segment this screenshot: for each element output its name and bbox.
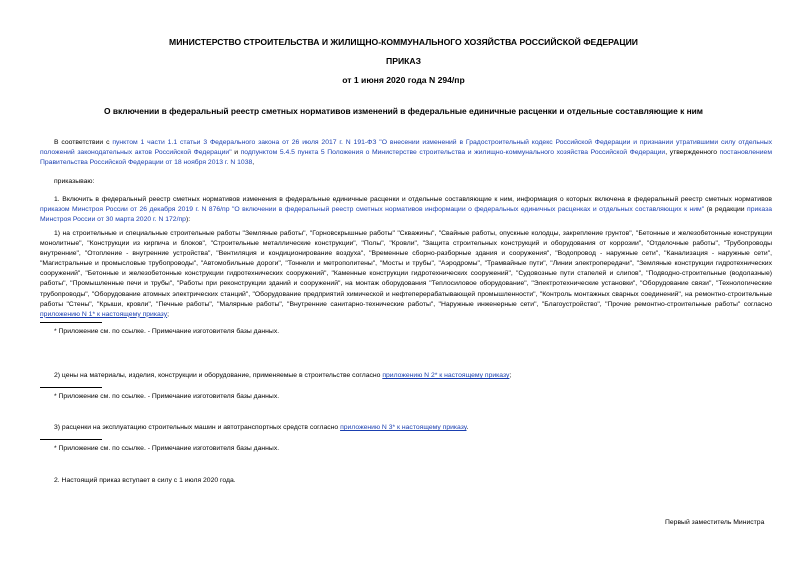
item-2-paragraph: 2. Настоящий приказ вступает в силу с 1 июля 2020 года. [54,477,236,484]
regulation-5-4-5-link[interactable]: подпунктом 5.4.5 пункта 5 Положения о Министерстве строительства и жилищно-коммунального хозяйства Российской Федерации [240,149,666,157]
sub-item-3-paragraph [54,423,468,433]
preamble-approved: , утвержденного [665,149,720,157]
sub-item-2-end: ; [509,372,512,379]
order-876-link[interactable]: приказом Минстроя России от 26 декабря 2019 г. N 876/пр "О включении в федеральный реестр сметных нормативов информации о федеральных единичных расценках и отдельных составляющих к ним" [40,206,705,214]
preamble-and: и [231,149,241,157]
preamble-paragraph [40,138,772,168]
sub-item-1-text: 1) на строительные и специальные строительные работы "Земляные работы", "Горновскрышные работы" "Скважины", "Свайные работы, опускные колодцы, закрепление грунтов", "Бетонные и железобетонные конструкции монолитные", "Конструкции из кирпича и блоков", "Строительные металлические конструкции", "Полы", "Кровли", "Защита строительных конструкций и оборудования от коррозии", "Отделочные работы", "Трубопроводы внутренние", "Отопление - внутренние устройства", "Вентиляция и кондиционирование воздуха", "Временные сборно-разборные здания и сооружения", "Водопровод - наружные сети", "Канализация - наружные сети", "Магистральные и промысловые трубопроводы", "Автомобильные дороги", "Тоннели и метрополитены", "Мосты и трубы", "Аэродромы", "Трамвайные пути", "Линии электропередачи", "Земляные конструкции гидротехнических сооружений", "Бетонные и железобетонные конструкции гидротехнических сооружений", "Каменные конструкции гидротехнических сооружений", "Судовозные пути стапелей и слипов", "Подводно-строительные (водолазные) работы", "Промышленные печи и трубы", "Работы при реконструкции зданий и сооружений", на монтаж оборудования "Теплосиловое оборудование", "Электротехнические установки", "Оборудование связи", "Технологические трубопроводы", "Оборудование атомных электрических станций", "Оборудование предприятий химической и нефтеперерабатывающей промышленности", "Контроль монтажных сварных соединений", на ремонтно-строительные работы "Стены", "Крыши, кровли", "Печные работы", "Малярные работы", "Внутренние санитарно-технические работы", "Наружные инженерные сети", "Благоустройство", "Прочие ремонтно-строительные работы" согласно [40,230,772,308]
footnote-2: * Приложение см. по ссылке. - Примечание изготовителя базы данных. [54,393,280,400]
sub-item-3-text: 3) расценки на эксплуатацию строительных машин и автотранспортных средств согласно [54,424,341,431]
preamble-intro: В соответствии с [54,139,113,146]
item-1-mid: (в редакции [704,206,748,214]
footnote-rule-2 [40,387,102,388]
doc-date-number: от 1 июня 2020 года N 294/пр [342,75,465,85]
sub-item-1-end: ; [167,310,170,318]
preamble-end: , [252,159,255,167]
footnote-3: * Приложение см. по ссылке. - Примечание изготовителя базы данных. [54,445,280,452]
doc-type: ПРИКАЗ [386,56,421,66]
item-1-paragraph [40,195,772,225]
item-1-end: ): [185,216,191,224]
sub-item-3-end: . [466,424,469,431]
law-191-link[interactable]: пунктом 1 части 1.1 статьи 3 Федерального закона от 26 июля 2017 г. N 191-ФЗ "О внесении изменений в Градостроительный кодекс Российской Федерации и признании утратившими силу отдельных положений законодательных актов Российской Федерации" [40,139,772,157]
sub-item-2-text: 2) цены на материалы, изделия, конструкции и оборудование, применяемые в строительстве согласно [54,372,383,379]
appendix-2-link[interactable]: приложению N 2* к настоящему приказу [382,372,510,379]
signature-title: Первый заместитель Министра [665,519,765,526]
ministry-name: МИНИСТЕРСТВО СТРОИТЕЛЬСТВА И ЖИЛИЩНО-КОММУНАЛЬНОГО ХОЗЯЙСТВА РОССИЙСКОЙ ФЕДЕРАЦИИ [169,37,638,47]
sub-item-2-paragraph [54,371,511,381]
appendix-3-link[interactable]: приложению N 3* к настоящему приказу [340,424,467,431]
doc-title: О включении в федеральный реестр сметных нормативов изменений в федеральные единичные расценки и отдельные составляющие к ним [104,106,703,116]
item-1-text: 1. Включить в федеральный реестр сметных нормативов изменения в федеральные единичные расценки и отдельные составляющие к ним, информация о которых включена в федеральный реестр сметных нормативов [54,196,772,203]
order-172-link[interactable]: приказа Минстроя России от 30 марта 2020 г. N 172/пр [40,206,772,224]
footnote-rule-1 [40,322,102,323]
order-word: приказываю: [54,178,95,185]
government-decree-link[interactable]: постановлением Правительства Российской Федерации от 18 ноября 2013 г. N 1038 [40,149,772,167]
appendix-1-link[interactable]: приложению N 1* к настоящему приказу [40,310,168,318]
footnote-rule-3 [40,439,102,440]
sub-item-1-paragraph [40,229,772,320]
footnote-1: * Приложение см. по ссылке. - Примечание изготовителя базы данных. [54,328,280,335]
